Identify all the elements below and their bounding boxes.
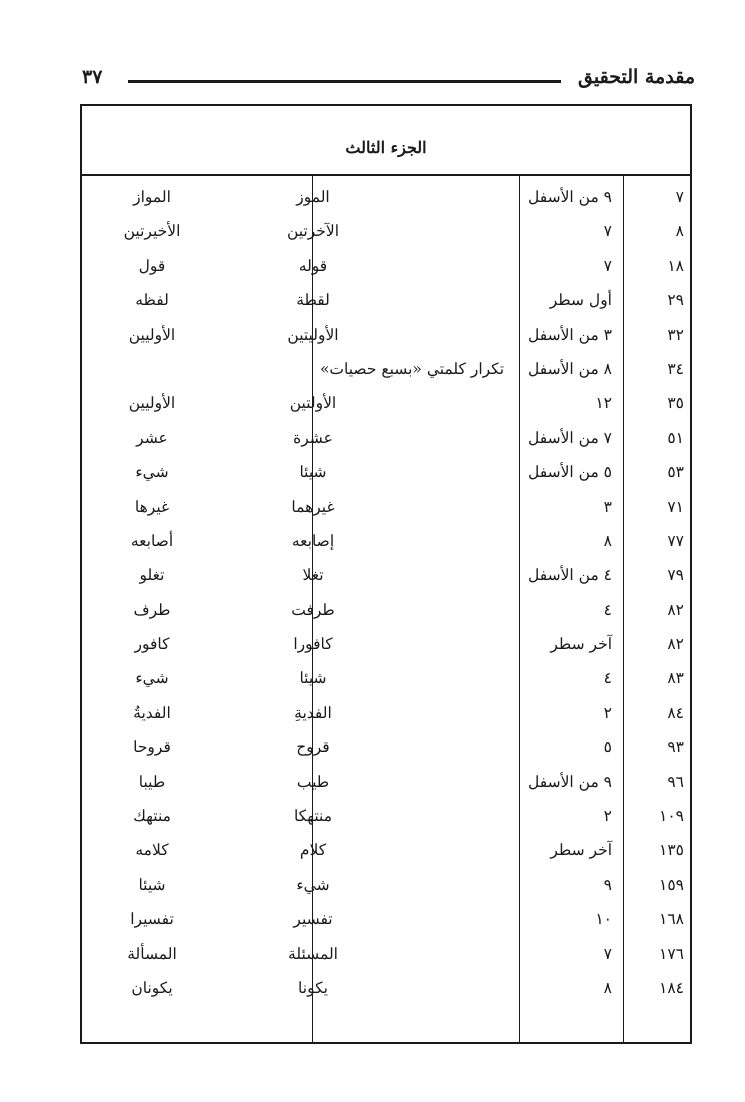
table-row — [82, 862, 690, 896]
page-cell: ٧ — [675, 188, 684, 206]
table-row — [82, 277, 690, 311]
page-cell: ١٨٤ — [659, 978, 684, 997]
wrong-text: لقطة — [296, 291, 330, 310]
correct-text: طيبا — [138, 772, 166, 791]
line-cell: ٤ من الأسفل — [528, 566, 612, 585]
line-cell: ٧ من الأسفل — [528, 428, 612, 447]
page-cell: ٨٤ — [667, 703, 684, 722]
wrong-text: شيء — [296, 875, 330, 894]
wrong-text: شيئا — [299, 463, 327, 482]
line-cell: ٣ من الأسفل — [528, 325, 612, 344]
table-row — [82, 896, 690, 930]
page-cell: ٧٩ — [667, 566, 684, 585]
table-row — [82, 449, 690, 483]
table-row — [82, 208, 690, 242]
line-cell: ٢ — [603, 703, 612, 722]
table-row — [82, 621, 690, 655]
line-cell: ٧ — [603, 256, 612, 275]
line-cell: أول سطر — [549, 291, 612, 310]
correct-text: يكونان — [131, 978, 173, 997]
table-row — [82, 690, 690, 724]
correct-text: الأوليين — [128, 325, 176, 344]
line-cell: ٨ — [603, 531, 612, 550]
table-row — [82, 243, 690, 277]
correct-text: المواز — [133, 188, 171, 206]
wrong-text: كافورا — [293, 635, 333, 654]
page-cell: ١٠٩ — [659, 807, 684, 826]
errata-table — [80, 104, 692, 1044]
line-cell: ٥ — [603, 738, 612, 757]
table-row — [82, 174, 690, 208]
line-cell: ٥ من الأسفل — [528, 463, 612, 482]
table-row — [82, 415, 690, 449]
page-cell: ١٨ — [667, 256, 684, 275]
table-row — [82, 931, 690, 965]
page-cell: ٧١ — [667, 497, 684, 516]
line-cell: ٩ من الأسفل — [528, 188, 612, 206]
page-cell: ٨٣ — [667, 669, 684, 688]
line-cell: ٤ — [603, 669, 612, 688]
correct-text: الأخيرتين — [123, 222, 181, 241]
correct-text: قروحا — [133, 738, 171, 757]
line-cell: ٩ — [603, 875, 612, 894]
correct-text: أصابعه — [130, 531, 174, 550]
wrong-text: كلام — [299, 841, 327, 860]
table-row — [82, 759, 690, 793]
correct-text: طرف — [133, 600, 171, 619]
table-row — [82, 380, 690, 414]
wrong-text: تغلا — [302, 566, 324, 585]
wrong-text: الأولتين — [289, 394, 337, 413]
line-cell: ١٢ — [595, 394, 612, 413]
line-cell: ٣ — [603, 497, 612, 516]
wrong-text: الموز — [296, 188, 330, 206]
table-row — [82, 518, 690, 552]
correct-text: تفسيرا — [130, 910, 174, 929]
table-row — [82, 827, 690, 861]
correct-text: عشر — [136, 428, 168, 447]
wrong-text: منتهكا — [293, 807, 333, 826]
wrong-text: عشرة — [293, 428, 333, 447]
table-row — [82, 965, 690, 999]
correct-text: كافور — [134, 635, 170, 654]
line-cell: ٢ — [603, 807, 612, 826]
correct-text: غيرها — [134, 497, 170, 516]
line-cell: ٩ من الأسفل — [528, 772, 612, 791]
section-title: الجزء الثالث — [82, 106, 690, 176]
wrong-text: يكونا — [298, 978, 328, 997]
table-row — [82, 552, 690, 586]
line-cell: آخر سطر — [550, 841, 612, 860]
page-cell: ٩٣ — [667, 738, 684, 757]
header-rule — [128, 80, 561, 83]
page-cell: ٧٧ — [667, 531, 684, 550]
table-row — [82, 346, 690, 380]
wrong-text: المسئلة — [288, 944, 338, 963]
wrong-text: الآخرتين — [286, 222, 340, 241]
page-cell: ٨ — [675, 222, 684, 241]
line-cell: ١٠ — [595, 910, 612, 929]
table-row — [82, 587, 690, 621]
correct-text: الأوليين — [128, 394, 176, 413]
correct-text: تغلو — [139, 566, 165, 585]
wrong-text: شيئا — [299, 669, 327, 688]
page-cell: ٨٢ — [667, 635, 684, 654]
table-row — [82, 655, 690, 689]
running-title: مقدمة التحقيق — [578, 66, 695, 88]
table-row — [82, 724, 690, 758]
page-number: ٣٧ — [82, 66, 103, 88]
table-row — [82, 793, 690, 827]
wrong-text: إصابعه — [291, 531, 335, 550]
correct-text: شيء — [135, 463, 169, 482]
page-cell: ٩٦ — [667, 772, 684, 791]
table-row — [82, 312, 690, 346]
correct-text: قول — [138, 256, 166, 275]
page-cell: ٨٢ — [667, 600, 684, 619]
page-cell: ٥١ — [667, 428, 684, 447]
correct-text: المسألة — [127, 944, 177, 963]
wrong-text: قروح — [296, 738, 330, 757]
wrong-text: طرفت — [291, 600, 335, 619]
page-cell: ١٣٥ — [659, 841, 684, 860]
wrong-text: تفسير — [293, 910, 333, 929]
wrong-text: قوله — [298, 256, 328, 275]
correct-text: لفظه — [135, 291, 169, 310]
page-header — [80, 66, 695, 96]
correct-text: كلامه — [135, 841, 169, 860]
page-cell: ٢٩ — [667, 291, 684, 310]
correct-text: شيء — [135, 669, 169, 688]
wrong-text: الأوليتين — [287, 325, 339, 344]
page-cell: ١٥٩ — [659, 875, 684, 894]
page-cell: ١٧٦ — [659, 944, 684, 963]
page-cell: ٣٥ — [667, 394, 684, 413]
line-cell: ٨ من الأسفل — [528, 359, 612, 378]
page-cell: ٣٢ — [667, 325, 684, 344]
page-cell: ٣٤ — [667, 359, 684, 378]
line-cell: آخر سطر — [550, 635, 612, 654]
line-cell: ٨ — [603, 978, 612, 997]
wrong-text: طيب — [296, 772, 330, 791]
table-row — [82, 484, 690, 518]
page-cell: ١٦٨ — [659, 910, 684, 929]
correct-text: منتهك — [133, 807, 171, 826]
wrong-text: الفديةِ — [294, 703, 332, 722]
page-cell: ٥٣ — [667, 463, 684, 482]
correct-text: الفديةُ — [133, 703, 171, 722]
wrong-text: غيرهما — [291, 497, 335, 516]
correct-text: شيئا — [138, 875, 166, 894]
line-cell: ٧ — [603, 222, 612, 241]
errata-rows — [82, 174, 690, 999]
line-cell: ٤ — [603, 600, 612, 619]
wrong-text: تكرار كلمتي «بسبع حصيات» — [319, 359, 505, 378]
line-cell: ٧ — [603, 944, 612, 963]
